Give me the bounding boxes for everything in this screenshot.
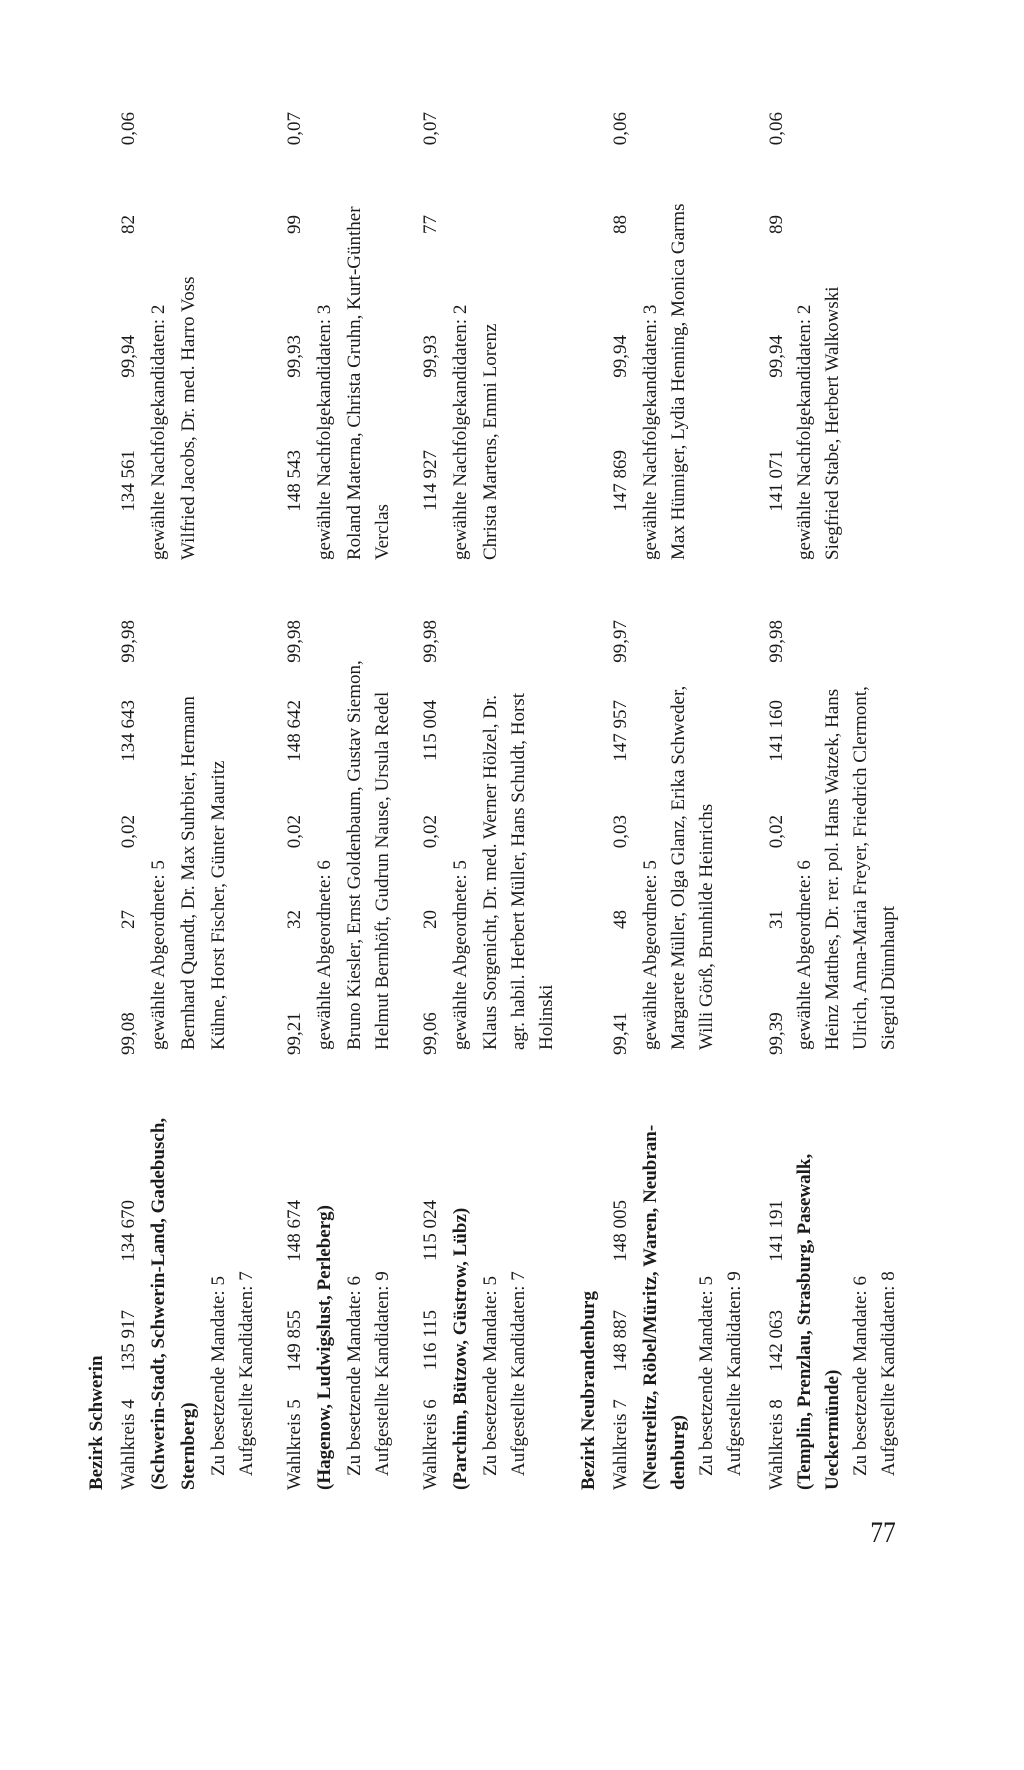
abgeordnete-names: Heinz Matthes, Dr. rer. pol. Hans Watzek, Hans <box>822 688 843 1050</box>
abgeordnete-names: Bernhard Quandt, Dr. Max Suhrbier, Hermann <box>178 696 199 1050</box>
yes-pct: 99,93 <box>284 335 305 378</box>
yes-pct: 99,94 <box>766 335 787 378</box>
votes-cast: 148 005 <box>610 1200 631 1262</box>
turnout-pct: 99,08 <box>118 1012 139 1055</box>
no-votes: 99 <box>284 215 305 234</box>
invalid-pct: 0,02 <box>766 815 787 849</box>
no-votes: 89 <box>766 215 787 234</box>
wahlkreis-8-row <box>762 110 792 1490</box>
wahlkreis-7-row <box>606 110 636 1490</box>
nachfolge-names: Christa Martens, Emmi Lorenz <box>480 323 501 560</box>
no-pct: 0,07 <box>284 112 305 146</box>
abgeordnete-label: gewählte Abgeordnete: 5 <box>148 860 169 1050</box>
no-pct: 0,06 <box>118 112 139 146</box>
eligible-voters: 135 917 <box>118 1310 139 1372</box>
wahlkreis-name: Wahlkreis 4 <box>118 1399 139 1490</box>
no-votes: 88 <box>610 215 631 234</box>
invalid-votes: 20 <box>420 910 441 929</box>
abgeordnete-label: gewählte Abgeordnete: 5 <box>640 860 661 1050</box>
abgeordnete-names-cont: agr. habil. Herbert Müller, Hans Schuldt, Horst <box>508 692 529 1050</box>
abgeordnete-names-cont: Willi Görß, Brunhilde Heinrichs <box>696 803 717 1050</box>
eligible-voters: 148 887 <box>610 1310 631 1372</box>
abgeordnete-names-cont: Helmut Bernhöft, Gudrun Nause, Ursula Redel <box>372 691 393 1050</box>
no-votes: 77 <box>420 215 441 234</box>
abgeordnete-label: gewählte Abgeordnete: 6 <box>314 860 335 1050</box>
nachfolge-names-cont: Verclas <box>372 504 393 560</box>
votes-cast: 148 674 <box>284 1200 305 1262</box>
nachfolge-label: gewählte Nachfolgekandidaten: 3 <box>640 304 661 560</box>
no-pct: 0,06 <box>610 112 631 146</box>
eligible-voters: 149 855 <box>284 1310 305 1372</box>
turnout-pct: 99,06 <box>420 1012 441 1055</box>
votes-cast: 141 191 <box>766 1200 787 1262</box>
yes-votes: 141 071 <box>766 450 787 512</box>
votes-cast: 115 024 <box>420 1200 441 1262</box>
valid-pct: 99,98 <box>420 620 441 663</box>
nachfolge-names: Roland Materna, Christa Gruhn, Kurt-Günther <box>344 206 365 560</box>
wahlkreis-region: (Neustrelitz, Röbel/Müritz, Waren, Neubran- <box>640 1124 661 1490</box>
wahlkreis-4-row <box>114 110 144 1490</box>
bezirk-heading-schwerin: Bezirk Schwerin <box>86 1355 107 1490</box>
mandate-count: Zu besetzende Mandate: 5 <box>480 1276 501 1476</box>
eligible-voters: 116 115 <box>420 1310 441 1371</box>
invalid-pct: 0,02 <box>118 815 139 849</box>
eligible-voters: 142 063 <box>766 1310 787 1372</box>
yes-votes: 148 543 <box>284 450 305 512</box>
valid-pct: 99,98 <box>766 620 787 663</box>
yes-votes: 134 561 <box>118 450 139 512</box>
nachfolge-label: gewählte Nachfolgekandidaten: 2 <box>148 304 169 560</box>
yes-pct: 99,94 <box>610 335 631 378</box>
wahlkreis-region-cont: Ueckermünde) <box>822 1369 843 1490</box>
abgeordnete-names-cont2: Siegrid Dünnhaupt <box>878 905 899 1050</box>
valid-votes: 134 643 <box>118 700 139 762</box>
nachfolge-label: gewählte Nachfolgekandidaten: 3 <box>314 304 335 560</box>
abgeordnete-label: gewählte Abgeordnete: 5 <box>450 860 471 1050</box>
nachfolge-names: Max Hünniger, Lydia Henning, Monica Garms <box>668 203 689 560</box>
wahlkreis-region: (Parchim, Bützow, Güstrow, Lübz) <box>450 1207 471 1490</box>
valid-pct: 99,98 <box>284 620 305 663</box>
abgeordnete-label: gewählte Abgeordnete: 6 <box>794 860 815 1050</box>
invalid-votes: 31 <box>766 910 787 929</box>
candidate-count: Aufgestellte Kandidaten: 9 <box>724 1271 745 1476</box>
valid-votes: 141 160 <box>766 700 787 762</box>
yes-votes: 114 927 <box>420 450 441 512</box>
invalid-pct: 0,02 <box>420 815 441 849</box>
wahlkreis-region: (Hagenow, Ludwigslust, Perleberg) <box>314 1205 335 1490</box>
valid-pct: 99,98 <box>118 620 139 663</box>
abgeordnete-names-cont: Ulrich, Anna-Maria Freyer, Friedrich Clermont, <box>850 686 871 1050</box>
invalid-votes: 48 <box>610 910 631 929</box>
abgeordnete-names: Bruno Kiesler, Ernst Goldenbaum, Gustav Siemon, <box>344 660 365 1050</box>
mandate-count: Zu besetzende Mandate: 6 <box>344 1276 365 1476</box>
nachfolge-label: gewählte Nachfolgekandidaten: 2 <box>450 304 471 560</box>
wahlkreis-5-row <box>280 110 310 1490</box>
votes-cast: 134 670 <box>118 1200 139 1262</box>
wahlkreis-name: Wahlkreis 6 <box>420 1399 441 1490</box>
yes-pct: 99,94 <box>118 335 139 378</box>
candidate-count: Aufgestellte Kandidaten: 9 <box>372 1271 393 1476</box>
invalid-votes: 27 <box>118 910 139 929</box>
no-pct: 0,07 <box>420 112 441 146</box>
valid-pct: 99,97 <box>610 620 631 663</box>
no-pct: 0,06 <box>766 112 787 146</box>
no-votes: 82 <box>118 215 139 234</box>
turnout-pct: 99,41 <box>610 1012 631 1055</box>
turnout-pct: 99,39 <box>766 1012 787 1055</box>
candidate-count: Aufgestellte Kandidaten: 7 <box>508 1271 529 1476</box>
turnout-pct: 99,21 <box>284 1012 305 1055</box>
valid-votes: 115 004 <box>420 700 441 762</box>
yes-pct: 99,93 <box>420 335 441 378</box>
invalid-pct: 0,02 <box>284 815 305 849</box>
abgeordnete-names-cont2: Holinski <box>536 984 557 1050</box>
wahlkreis-region-cont: Sternberg) <box>178 1402 199 1490</box>
candidate-count: Aufgestellte Kandidaten: 7 <box>236 1271 257 1476</box>
yes-votes: 147 869 <box>610 450 631 512</box>
abgeordnete-names: Klaus Sorgenicht, Dr. med. Werner Hölzel, Dr. <box>480 695 501 1050</box>
wahlkreis-name: Wahlkreis 5 <box>284 1399 305 1490</box>
bezirk-heading-neubrandenburg: Bezirk Neubrandenburg <box>578 1291 599 1490</box>
wahlkreis-name: Wahlkreis 8 <box>766 1399 787 1490</box>
abgeordnete-names: Margarete Müller, Olga Glanz, Erika Schweder, <box>668 685 689 1050</box>
nachfolge-names: Siegfried Stabe, Herbert Walkowski <box>822 286 843 560</box>
valid-votes: 148 642 <box>284 700 305 762</box>
rotated-table <box>82 110 899 1490</box>
invalid-votes: 32 <box>284 910 305 929</box>
mandate-count: Zu besetzende Mandate: 6 <box>850 1276 871 1476</box>
abgeordnete-names-cont: Kühne, Horst Fischer, Günter Mauritz <box>208 760 229 1050</box>
wahlkreis-region-cont: denburg) <box>668 1415 689 1490</box>
wahlkreis-region: (Schwerin-Stadt, Schwerin-Land, Gadebusch, <box>148 1117 169 1490</box>
nachfolge-names: Wilfried Jacobs, Dr. med. Harro Voss <box>178 276 199 560</box>
valid-votes: 147 957 <box>610 700 631 762</box>
wahlkreis-name: Wahlkreis 7 <box>610 1399 631 1490</box>
mandate-count: Zu besetzende Mandate: 5 <box>208 1276 229 1476</box>
page-number: 77 <box>870 1516 896 1549</box>
candidate-count: Aufgestellte Kandidaten: 8 <box>878 1271 899 1476</box>
nachfolge-label: gewählte Nachfolgekandidaten: 2 <box>794 304 815 560</box>
mandate-count: Zu besetzende Mandate: 5 <box>696 1276 717 1476</box>
wahlkreis-6-row <box>416 110 446 1490</box>
wahlkreis-region: (Templin, Prenzlau, Strasburg, Pasewalk, <box>794 1153 815 1490</box>
invalid-pct: 0,03 <box>610 815 631 849</box>
